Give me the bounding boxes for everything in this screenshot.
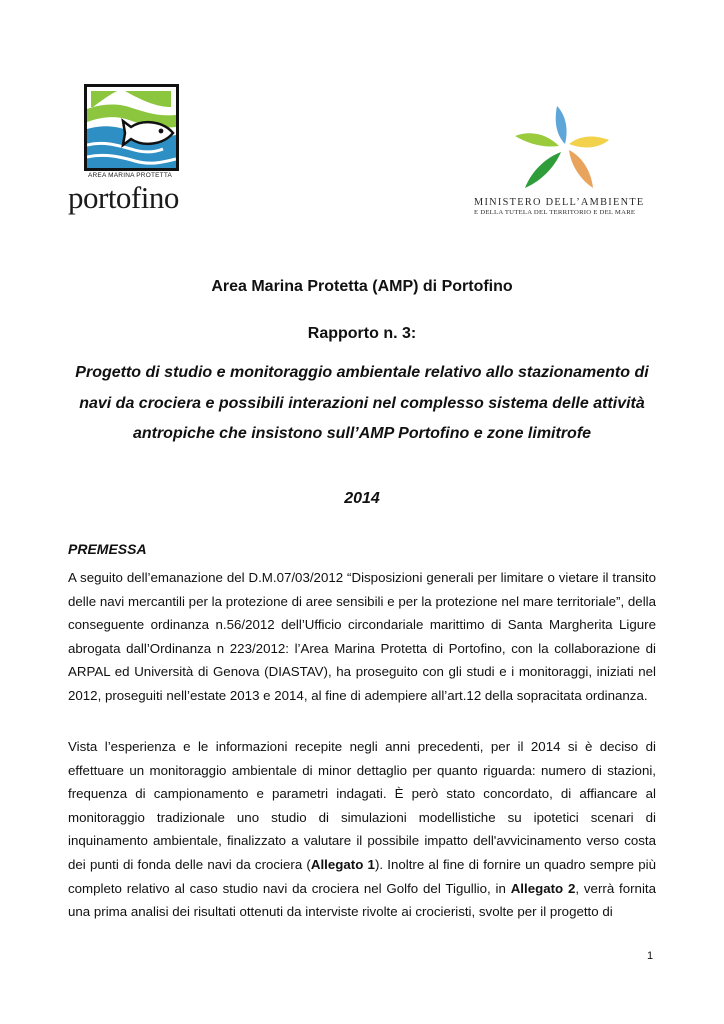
fish-waves-logo-icon: [87, 87, 176, 168]
ministry-subtitle: E DELLA TUTELA DEL TERRITORIO E DEL MARE: [474, 209, 636, 216]
paragraph-premessa-2: [68, 735, 656, 924]
allegato-1-reference: Allegato 1: [310, 856, 375, 872]
amp-portofino-logo: [84, 84, 179, 171]
paragraph-text: Vista l’esperienza e le informazioni recepite negli anni precedenti, per il 2014 si è deciso di effettuare un monitoraggio ambientale di minor dettaglio per quanto riguarda: numero di stazioni, frequenza di campionamento e parametri indagati. È però stato concordato, di affiancare al monitoraggio tradizionale uno studio di simulazioni modellistiche su ipotetici scenari di inquinamento ambientale, finalizzato a valutare il possibile impatto dell'avvicinamento verso costa dei punti di fonda delle navi da crociera (: [68, 739, 656, 872]
paragraph-premessa-1: A seguito dell’emanazione del D.M.07/03/2012 “Disposizioni generali per limitare o vietare il transito delle navi mercantili per la protezione di aree sensibili e per la protezione nel mare territoriale”, della conseguente ordinanza n.56/2012 dell’Ufficio circondariale marittimo di Santa Margherita Ligure abrogata dall’Ordinanza n 223/2012: l’Area Marina Protetta di Portofino, con la collaborazione di ARPAL ed Università di Genova (DIASTAV), ha proseguito con gli studi e i monitoraggi, iniziati nel 2012, proseguiti nell’estate 2013 e 2014, al fine di adempiere all’art.12 della sopracitata ordinanza.: [68, 570, 656, 703]
amp-logo-subtitle: AREA MARINA PROTETTA: [88, 172, 173, 179]
section-heading: PREMESSA: [68, 541, 147, 557]
page-number: 1: [647, 950, 654, 962]
document-title: Area Marina Protetta (AMP) di Portofino: [211, 278, 513, 295]
report-number: Rapporto n. 3:: [307, 325, 417, 342]
document-year: 2014: [344, 490, 380, 507]
paragraph-text: , verrà fornita una prima analisi dei risultati ottenuti da interviste rivolte ai crocieristi, svolte per il progetto di: [68, 880, 656, 920]
ministry-name: MINISTERO DELL’AMBIENTE: [474, 197, 645, 208]
amp-logo-wordmark: portofino: [68, 180, 179, 215]
document-subtitle: Progetto di studio e monitoraggio ambientale relativo allo stazionamento di navi da crociera e possibili interazioni nel complesso sistema delle attività antropiche che insistono sull’AMP Portofino e zone limitrofe: [75, 364, 649, 442]
star-logo-icon: [513, 104, 611, 194]
allegato-2-reference: Allegato 2: [510, 880, 576, 896]
paragraph-text: ). Inoltre al fine di fornire un quadro sempre più completo relativo al caso studio navi da crociera nel Golfo del Tigullio, in: [68, 856, 656, 896]
